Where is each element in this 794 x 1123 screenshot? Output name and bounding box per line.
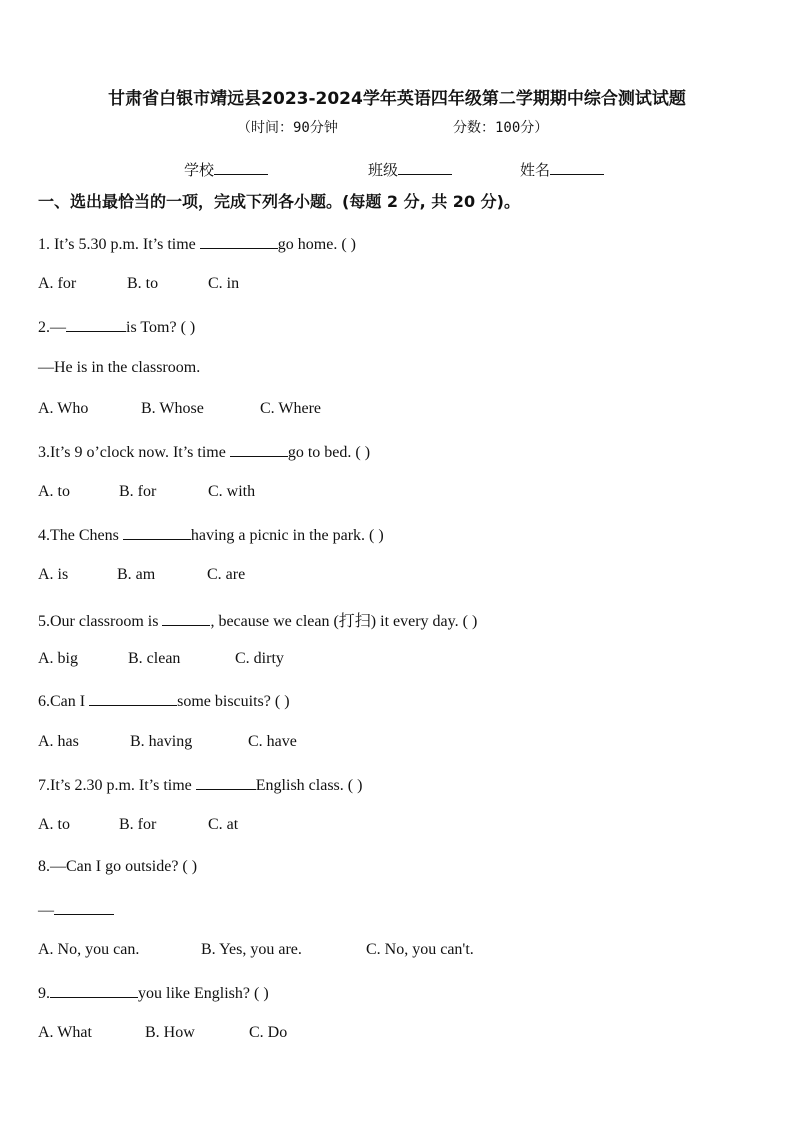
class-label: 班级 xyxy=(368,161,399,179)
answer-blank[interactable] xyxy=(162,611,210,626)
option-a[interactable]: A. No, you can. xyxy=(38,941,140,958)
option-c[interactable]: C. dirty xyxy=(235,650,284,667)
option-b[interactable]: B. for xyxy=(119,816,157,833)
question-6-options xyxy=(38,733,297,751)
school-blank[interactable] xyxy=(214,160,268,175)
answer-blank[interactable] xyxy=(54,900,114,915)
option-c[interactable]: C. Where xyxy=(260,400,322,417)
option-a[interactable]: A. Who xyxy=(38,400,89,417)
answer-blank[interactable] xyxy=(66,317,126,332)
option-b[interactable]: B. to xyxy=(127,275,159,292)
option-b[interactable]: B. How xyxy=(145,1024,195,1041)
option-b[interactable]: B. Yes, you are. xyxy=(201,941,302,958)
option-a[interactable]: A. for xyxy=(38,275,77,292)
question-9: 9. you like English? ( ) xyxy=(38,985,269,1002)
question-5-options xyxy=(38,650,284,668)
answer-blank[interactable] xyxy=(123,525,191,540)
option-c[interactable]: C. in xyxy=(208,275,240,292)
answer-blank[interactable] xyxy=(230,442,288,457)
option-c[interactable]: C. Do xyxy=(249,1024,288,1041)
question-8-reply: — xyxy=(38,900,114,920)
option-c[interactable]: C. No, you can't. xyxy=(366,941,474,958)
name-blank[interactable] xyxy=(550,160,604,175)
school-label: 学校 xyxy=(184,161,215,179)
exam-time: （时间：90分钟 xyxy=(237,120,338,136)
class-field[interactable] xyxy=(368,159,452,180)
question-1: 1. It’s 5.30 p.m. It’s time go home. ( ) xyxy=(38,236,356,253)
question-4-options xyxy=(38,566,245,584)
school-field[interactable] xyxy=(184,159,268,180)
question-5: 5.Our classroom is , because we clean (打扫) it every day. ( ) xyxy=(38,613,478,630)
question-8: 8.—Can I go outside? ( ) xyxy=(38,858,198,875)
option-c[interactable]: C. have xyxy=(248,733,297,750)
question-3-options xyxy=(38,483,255,501)
page-title: 甘肃省白银市靖远县2023-2024学年英语四年级第二学期期中综合测试试题 xyxy=(108,89,686,109)
option-a[interactable]: A. What xyxy=(38,1024,92,1041)
question-7: 7.It’s 2.30 p.m. It’s time English class. ( ) xyxy=(38,777,363,794)
question-8-options xyxy=(38,941,474,959)
option-a[interactable]: A. big xyxy=(38,650,78,667)
exam-score: 分数：100分） xyxy=(453,120,549,136)
option-a[interactable]: A. to xyxy=(38,816,70,833)
option-c[interactable]: C. at xyxy=(208,816,239,833)
question-7-options xyxy=(38,816,238,834)
option-c[interactable]: C. are xyxy=(207,566,246,583)
option-b[interactable]: B. am xyxy=(117,566,156,583)
question-2-options xyxy=(38,400,321,418)
class-blank[interactable] xyxy=(398,160,452,175)
question-4: 4.The Chens having a picnic in the park. ( ) xyxy=(38,527,384,544)
question-3: 3.It’s 9 o’clock now. It’s time go to bed. ( ) xyxy=(38,444,371,461)
option-a[interactable]: A. to xyxy=(38,483,70,500)
option-b[interactable]: B. having xyxy=(130,733,193,750)
question-6: 6.Can I some biscuits? ( ) xyxy=(38,693,290,710)
question-2-reply: —He is in the classroom. xyxy=(38,359,201,376)
option-a[interactable]: A. is xyxy=(38,566,69,583)
name-field[interactable] xyxy=(520,159,604,180)
answer-blank[interactable] xyxy=(89,691,177,706)
option-a[interactable]: A. has xyxy=(38,733,79,750)
option-c[interactable]: C. with xyxy=(208,483,256,500)
question-9-options xyxy=(38,1024,287,1042)
option-b[interactable]: B. Whose xyxy=(141,400,204,417)
answer-blank[interactable] xyxy=(196,775,256,790)
section-heading: 一、选出最恰当的一项，完成下列各小题。(每题 2 分, 共 20 分)。 xyxy=(38,192,520,211)
option-b[interactable]: B. clean xyxy=(128,650,181,667)
question-2: 2.— is Tom? ( ) xyxy=(38,319,196,336)
option-b[interactable]: B. for xyxy=(119,483,157,500)
answer-blank[interactable] xyxy=(200,234,278,249)
name-label: 姓名 xyxy=(520,161,551,179)
answer-blank[interactable] xyxy=(50,983,138,998)
question-1-options xyxy=(38,275,239,293)
